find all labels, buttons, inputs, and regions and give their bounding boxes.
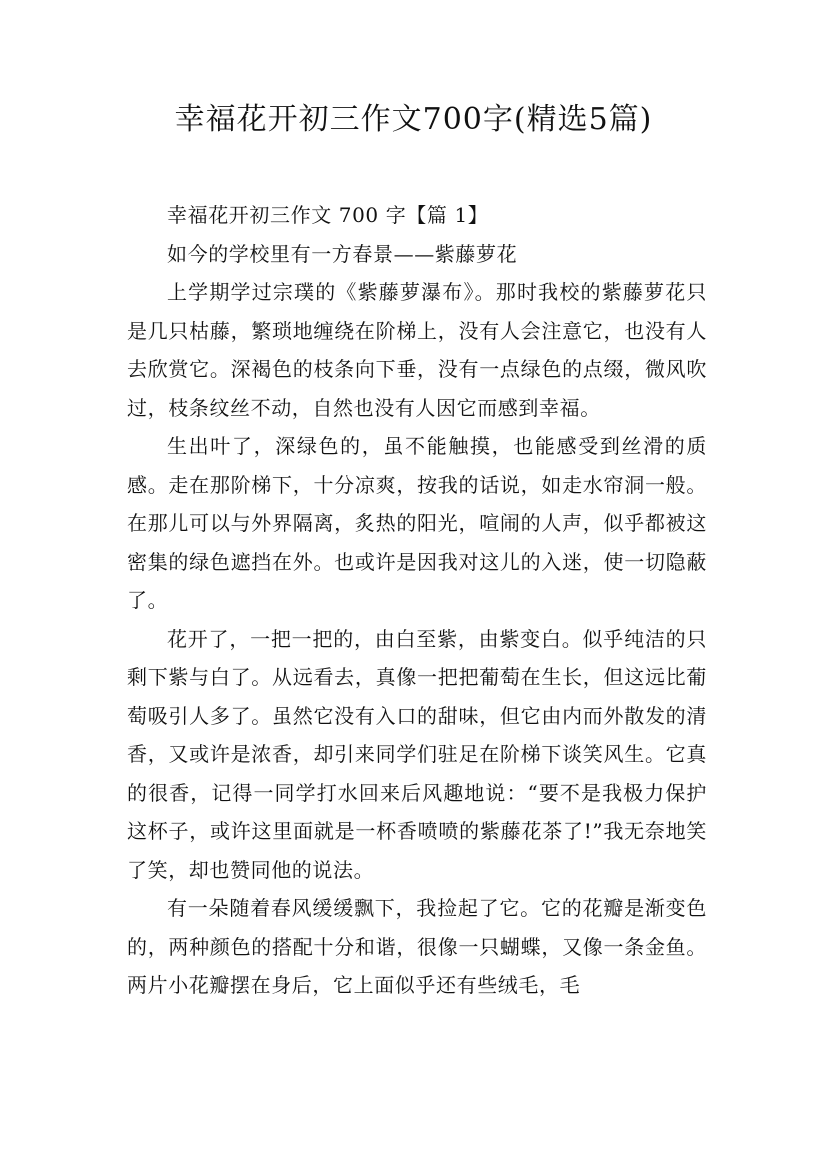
paragraph-3: 花开了，一把一把的，由白至紫，由紫变白。似乎纯洁的只剩下紫与白了。从远看去，真像一把把葡萄在生长，但这远比葡萄吸引人多了。虽然它没有入口的甜味，但它由内而外散发的清香，又或许是浓香，却引来同学们驻足在阶梯下谈笑风生。它真的很香，记得一同学打水回来后风趣地说：“要不是我极力保护这杯子，或许这里面就是一杯香喷喷的紫藤花茶了!”我无奈地笑了笑，却也赞同他的说法。 (127, 626, 707, 882)
paragraph-2: 生出叶了，深绿色的，虽不能触摸，也能感受到丝滑的质感。走在那阶梯下，十分凉爽，按我的话说，如走水帘洞一般。在那儿可以与外界隔离，炙热的阳光，喧闹的人声，似乎都被这密集的绿色遮挡在外。也或许是因我对这儿的入迷，使一切隐蔽了。 (127, 434, 707, 612)
paragraph-1: 上学期学过宗璞的《紫藤萝瀑布》。那时我校的紫藤萝花只是几只枯藤，繁琐地缠绕在阶梯上，没有人会注意它，也没有人去欣赏它。深褐色的枝条向下垂，没有一点绿色的点缀，微风吹过，枝条纹丝不动，自然也没有人因它而感到幸福。 (127, 280, 707, 420)
paragraph-4: 有一朵随着春风缓缓飘下，我捡起了它。它的花瓣是渐变色的，两种颜色的搭配十分和谐，很像一只蝴蝶，又像一条金鱼。两片小花瓣摆在身后，它上面似乎还有些绒毛，毛 (127, 896, 707, 997)
document-title: 幸福花开初三作文700字(精选5篇) (174, 102, 653, 137)
essay-title: 如今的学校里有一方春景——紫藤萝花 (167, 241, 518, 266)
document-body (127, 196, 707, 1005)
section-heading: 幸福花开初三作文 700 字【篇 1】 (167, 203, 489, 227)
